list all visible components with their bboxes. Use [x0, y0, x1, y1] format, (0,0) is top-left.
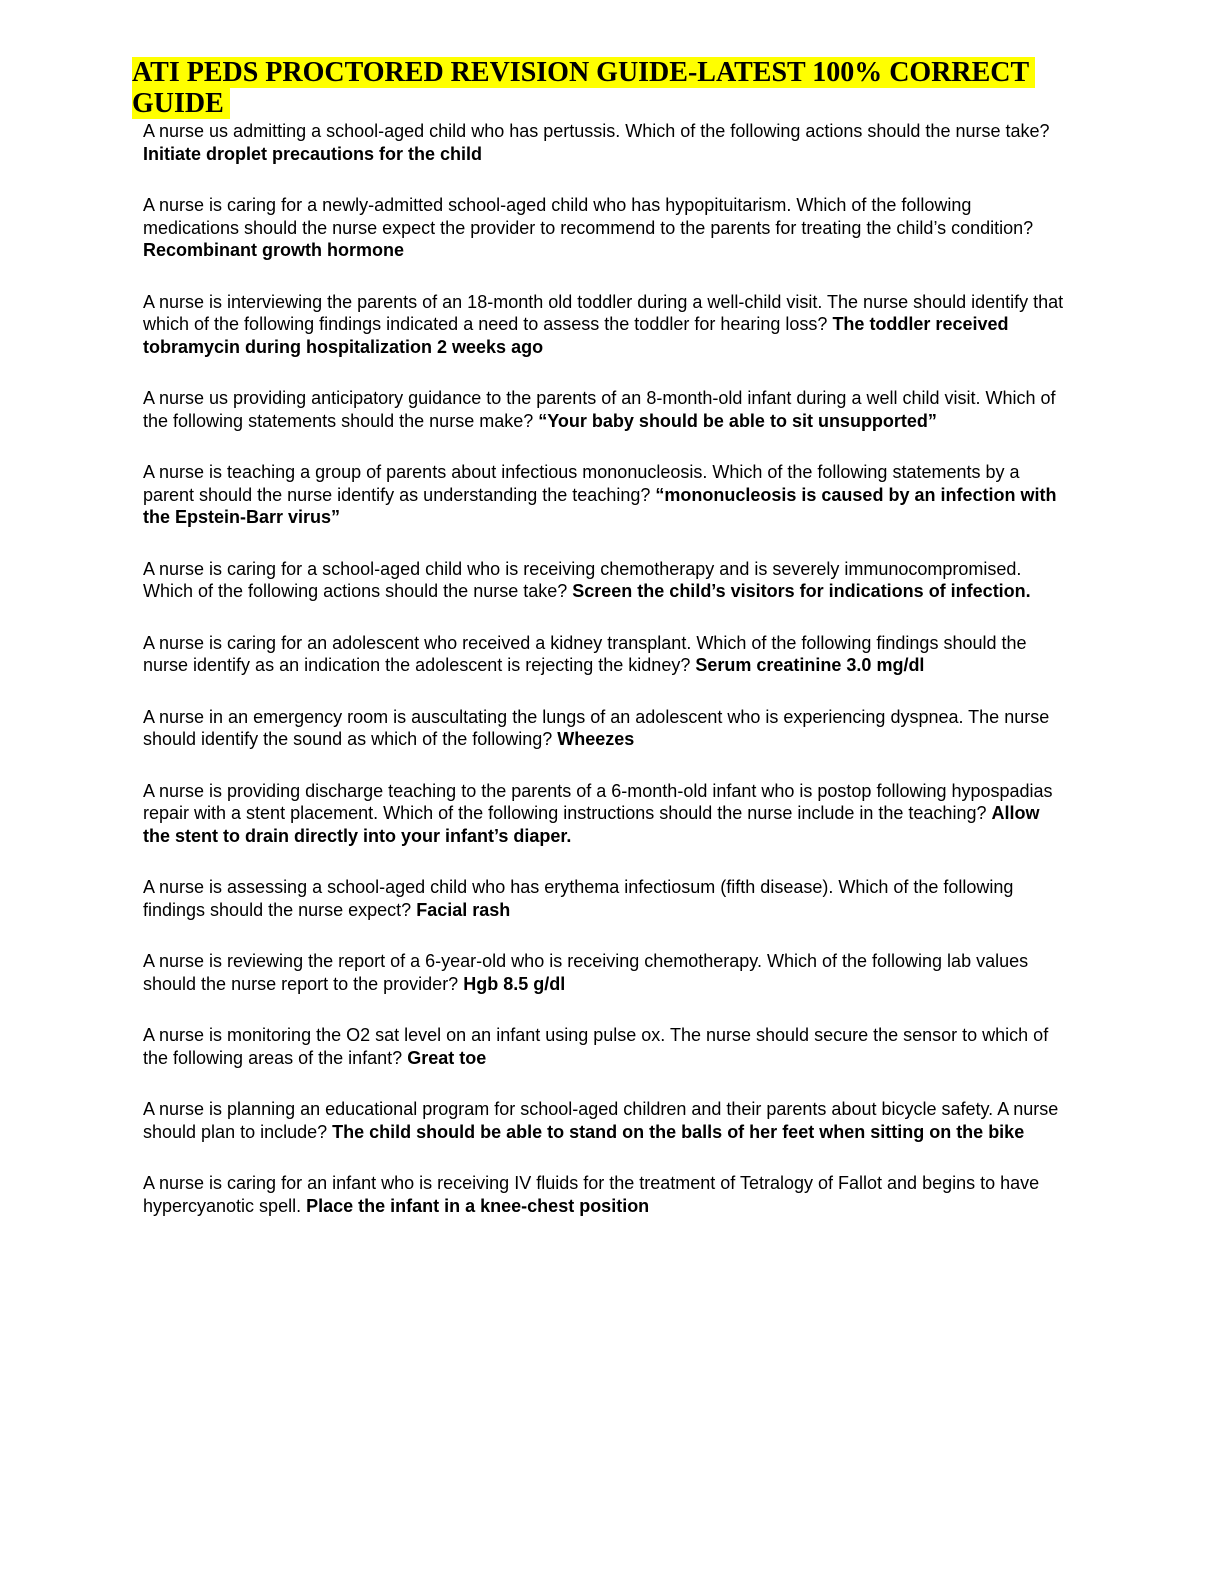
answer-text: Allow the stent to drain directly into your infant’s diaper. — [143, 803, 1040, 846]
answer-text: Facial rash — [416, 899, 511, 920]
question-item — [143, 1172, 1068, 1217]
question-item — [143, 461, 1068, 529]
question-list — [143, 120, 1068, 1246]
question-item — [143, 1098, 1068, 1143]
question-text: A nurse is assessing a school-aged child who has erythema infectiosum (fifth disease). Which of the following findings should the nurse expect? — [143, 877, 1014, 920]
answer-text: Great toe — [407, 1047, 487, 1068]
answer-text: Screen the child’s visitors for indications of infection. — [572, 581, 1031, 601]
answer-text: “Your baby should be able to sit unsupported” — [538, 410, 937, 431]
answer-text: Place the infant in a knee-chest position — [306, 1195, 650, 1216]
answer-text: The child should be able to stand on the balls of her feet when sitting on the bike — [332, 1121, 1025, 1142]
question-text: A nurse in an emergency room is auscultating the lungs of an adolescent who is experiencing dyspnea. The nurse should identify the sound as which of the following? — [143, 706, 1050, 749]
question-text: A nurse us providing anticipatory guidance to the parents of an 8-month-old infant during a well child visit. Which of the following statements should the nurse make? — [143, 388, 1056, 431]
question-item — [143, 950, 1068, 995]
question-text: A nurse is providing discharge teaching to the parents of a 6-month-old infant who is postop following hypospadias repair with a stent placement. Which of the following instructions should the nurse include in the teaching? — [143, 780, 1053, 823]
document-title-text: ATI PEDS PROCTORED REVISION GUIDE-LATEST 100% CORRECT GUIDE — [132, 57, 1035, 119]
question-text: A nurse is planning an educational program for school-aged children and their parents about bicycle safety. A nurse should plan to include? — [143, 1099, 1059, 1142]
answer-text: Serum creatinine 3.0 mg/dl — [695, 655, 925, 675]
answer-text: Hgb 8.5 g/dl — [463, 973, 566, 994]
answer-text: Recombinant growth hormone — [143, 240, 404, 260]
question-item — [143, 876, 1068, 921]
document-title — [132, 57, 1037, 119]
question-text: A nurse is monitoring the O2 sat level on an infant using pulse ox. The nurse should secure the sensor to which of the following areas of the infant? — [143, 1025, 1049, 1068]
question-item — [143, 194, 1068, 262]
question-text: A nurse is caring for a school-aged child who is receiving chemotherapy and is severely immunocompromised. Which of the following actions should the nurse take? — [143, 558, 1022, 601]
question-item — [143, 558, 1068, 603]
question-item — [143, 706, 1068, 751]
question-item — [143, 632, 1068, 677]
question-item — [143, 780, 1068, 848]
question-text: A nurse is caring for an adolescent who received a kidney transplant. Which of the following findings should the nurse identify as an indication the adolescent is rejecting the kidney? — [143, 632, 1027, 675]
question-text: A nurse is caring for a newly-admitted school-aged child who has hypopituitarism. Which of the following medications should the nurse expect the provider to recommend to the parents for treating the child’s condition? — [143, 195, 1034, 238]
answer-text: “mononucleosis is caused by an infection with the Epstein-Barr virus” — [143, 484, 1057, 527]
answer-text: The toddler received tobramycin during hospitalization 2 weeks ago — [143, 314, 1009, 357]
question-item — [143, 291, 1068, 359]
question-text: A nurse us admitting a school-aged child who has pertussis. Which of the following actions should the nurse take? — [143, 121, 1050, 141]
question-item — [143, 1024, 1068, 1069]
question-text: A nurse is reviewing the report of a 6-year-old who is receiving chemotherapy. Which of the following lab values should the nurse report to the provider? — [143, 951, 1029, 994]
question-text: A nurse is interviewing the parents of an 18-month old toddler during a well-child visit. The nurse should identify that which of the following findings indicated a need to assess the toddler for hearing loss? — [143, 291, 1064, 334]
question-item — [143, 387, 1068, 432]
question-text: A nurse is teaching a group of parents about infectious mononucleosis. Which of the following statements by a parent should the nurse identify as understanding the teaching? — [143, 462, 1020, 505]
answer-text: Initiate droplet precautions for the child — [143, 143, 483, 164]
question-text: A nurse is caring for an infant who is receiving IV fluids for the treatment of Tetralogy of Fallot and begins to have hypercyanotic spell. — [143, 1173, 1040, 1216]
question-item — [143, 120, 1068, 165]
answer-text: Wheezes — [557, 729, 635, 749]
